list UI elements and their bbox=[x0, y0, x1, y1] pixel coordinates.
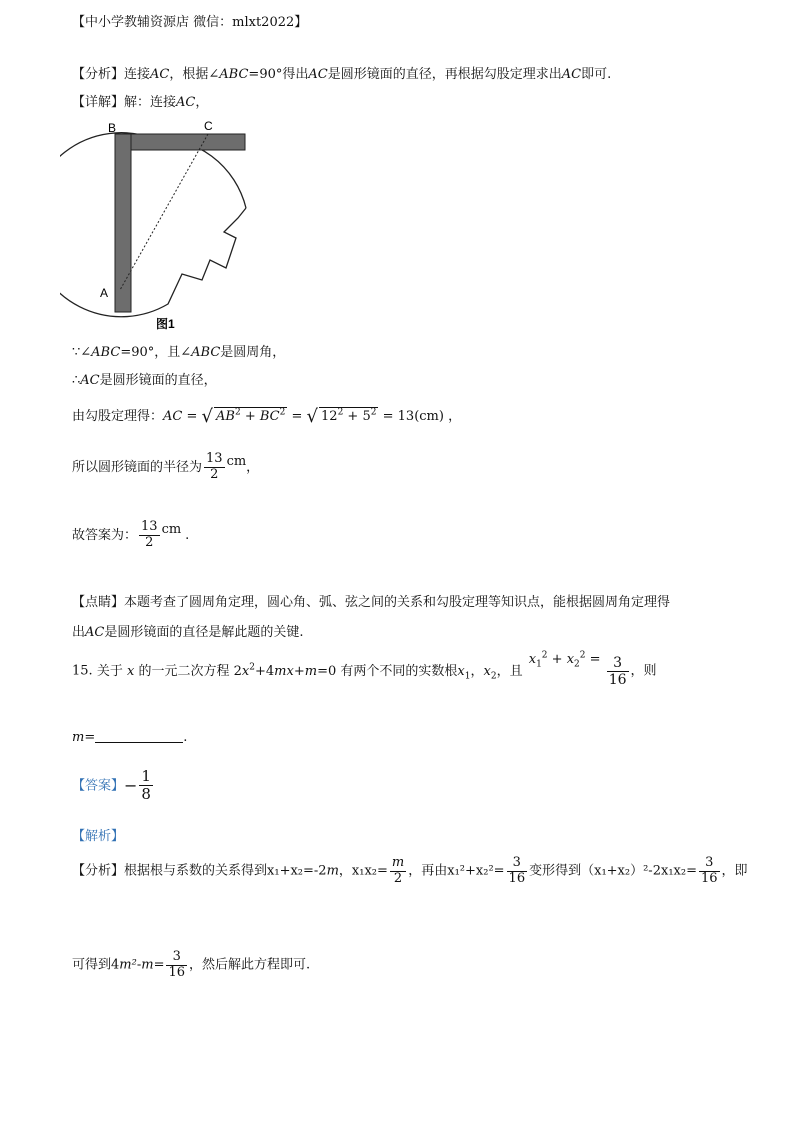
text: 由勾股定理得： bbox=[72, 409, 164, 424]
question-number: 15. bbox=[72, 663, 93, 679]
q14-pythagoras-line: 由勾股定理得：AC = √ $AB^2 + BC^2$ = √ $12^2 + 5^2 = 13(cm)$ ， bbox=[72, 406, 462, 427]
answer-tag: 【答案】 bbox=[72, 778, 125, 794]
answer-blank[interactable] bbox=[95, 730, 183, 743]
text: ， bbox=[470, 663, 484, 679]
unit: cm bbox=[226, 453, 247, 469]
q14-because-line bbox=[72, 346, 285, 359]
figure-caption: 图1 bbox=[156, 317, 175, 331]
num: 12 bbox=[321, 409, 338, 424]
exp: 2 bbox=[579, 650, 586, 661]
text: 故答案为： bbox=[72, 527, 138, 543]
exp: 2 bbox=[541, 650, 548, 661]
num: 2 bbox=[233, 663, 242, 679]
sub: 1 bbox=[536, 659, 542, 670]
op: = bbox=[153, 957, 165, 973]
op: − bbox=[124, 775, 138, 795]
text: =90°，且∠ bbox=[120, 345, 192, 360]
math: x₁²+x₂²= bbox=[447, 863, 505, 879]
frac-den: 8 bbox=[141, 785, 151, 804]
op: - bbox=[136, 957, 142, 973]
fraction-3-16 bbox=[699, 856, 720, 887]
frac-num: 3 bbox=[705, 855, 714, 870]
text: 关于 bbox=[96, 663, 123, 679]
text: 可得到4 bbox=[72, 957, 120, 973]
math-abc: ABC bbox=[191, 345, 221, 360]
q14-comment-line-2 bbox=[72, 626, 304, 639]
math: x₁+x₂=-2 bbox=[267, 863, 327, 879]
text: 是圆形镜面的直径， bbox=[99, 373, 217, 388]
op: = bbox=[84, 730, 96, 745]
sqrt-sign: √ bbox=[201, 406, 214, 427]
explanation-tag: 【解析】 bbox=[72, 829, 125, 844]
text: =90°得出 bbox=[248, 67, 309, 82]
math-ac: AC bbox=[80, 373, 100, 388]
text: 变形得到（ bbox=[529, 863, 595, 879]
fraction-3-16 bbox=[166, 950, 187, 981]
frac-den: 16 bbox=[700, 870, 718, 886]
text: . bbox=[183, 730, 188, 745]
frac-num: 3 bbox=[613, 654, 623, 671]
text: 所以圆形镜面的半径为 bbox=[72, 459, 203, 475]
exp: 2 bbox=[249, 662, 255, 673]
comment-tag: 【点睛】 bbox=[72, 595, 125, 610]
text: 是圆形镜面的直径是解此题的关键. bbox=[104, 625, 304, 640]
sqrt-sign: √ bbox=[306, 406, 319, 427]
q14-therefore-line bbox=[72, 374, 217, 387]
result: 13(cm) bbox=[397, 409, 444, 424]
mirror-outline bbox=[60, 133, 246, 317]
math-x: x bbox=[241, 663, 250, 679]
op: + bbox=[547, 652, 567, 667]
frac-den: 16 bbox=[608, 672, 627, 688]
math-m2: m² bbox=[119, 957, 137, 973]
page-header-source: 【中小学教辅资源店 微信：mlxt2022】 bbox=[72, 15, 308, 30]
q14-detail-line bbox=[72, 96, 208, 109]
frac-den: 2 bbox=[139, 535, 160, 551]
sqrt-ab-bc: $AB^2 + BC^2$ bbox=[214, 407, 287, 426]
exp: 2 bbox=[234, 407, 241, 418]
label-b: B bbox=[108, 121, 117, 135]
op: + bbox=[293, 663, 305, 679]
text: 是圆周角， bbox=[220, 345, 286, 360]
math-abc: ABC bbox=[219, 67, 249, 82]
frac-num: 13 bbox=[141, 519, 158, 534]
q15-analysis-line bbox=[72, 856, 748, 887]
math-ac: AC bbox=[150, 67, 170, 82]
question-text bbox=[96, 662, 523, 682]
label-a: A bbox=[100, 286, 109, 300]
diameter-ac bbox=[120, 134, 208, 290]
math-ac: AC bbox=[85, 625, 105, 640]
q15-question-line bbox=[72, 652, 657, 688]
text: ）²-2 bbox=[630, 863, 661, 879]
text: 即可. bbox=[581, 67, 612, 82]
frac-num: 13 bbox=[206, 451, 223, 466]
text: ， bbox=[195, 95, 209, 110]
label-c: C bbox=[204, 119, 213, 133]
figure-circle-mirror bbox=[60, 112, 260, 342]
math-m: m bbox=[141, 957, 154, 973]
fraction-m-2 bbox=[390, 856, 406, 887]
text: ，根据∠ bbox=[169, 67, 220, 82]
math-x: x bbox=[566, 652, 575, 667]
sub: 1 bbox=[464, 671, 471, 682]
sub: 2 bbox=[490, 671, 497, 682]
text: ， bbox=[338, 863, 352, 879]
fraction-3-16 bbox=[507, 856, 528, 887]
math-ac: AC bbox=[561, 67, 582, 82]
fraction-13-2 bbox=[139, 520, 160, 551]
text: ，即 bbox=[721, 863, 748, 879]
math-x: x bbox=[457, 663, 465, 679]
math-m: m bbox=[72, 730, 85, 745]
q14-radius-line bbox=[72, 452, 259, 483]
fraction-1-8 bbox=[139, 768, 153, 804]
text: 根据根与系数的关系得到 bbox=[124, 863, 268, 879]
math-m: m bbox=[304, 663, 318, 679]
text: ，然后解此方程即可. bbox=[189, 957, 311, 973]
math: x₁x₂ bbox=[660, 863, 687, 879]
frac-den: 2 bbox=[204, 467, 225, 483]
exp: 2 bbox=[370, 407, 377, 418]
analysis-tag: 【分析】 bbox=[72, 67, 125, 82]
math-mx: mx bbox=[274, 663, 294, 679]
frac-den: 16 bbox=[508, 870, 526, 886]
math-x: x bbox=[483, 663, 491, 679]
math-ab: AB bbox=[216, 409, 235, 424]
condition-lhs bbox=[528, 650, 605, 670]
exp: 2 bbox=[279, 407, 286, 418]
text: 是圆形镜面的直径，再根据勾股定理求出 bbox=[327, 67, 562, 82]
sqrt-numbers: $12^2 + 5^2$ bbox=[319, 407, 378, 426]
q14-answer-line bbox=[72, 520, 189, 551]
text: . bbox=[185, 527, 190, 543]
math-x: x bbox=[528, 652, 537, 667]
math-abc: ABC bbox=[91, 345, 121, 360]
text: ， bbox=[448, 409, 462, 424]
math: x₁+x₂ bbox=[594, 863, 631, 879]
square-ruler-horizontal bbox=[115, 134, 245, 150]
q15-derived-line bbox=[72, 950, 310, 981]
math-bc: BC bbox=[259, 409, 280, 424]
math-x: x bbox=[126, 663, 135, 679]
frac-num: 3 bbox=[172, 949, 181, 964]
math-ac: AC bbox=[176, 95, 196, 110]
q14-comment-line-1 bbox=[72, 596, 670, 609]
sub: 2 bbox=[574, 659, 580, 670]
text: ， bbox=[246, 459, 260, 475]
math-ac: AC bbox=[308, 67, 328, 82]
text: ∴ bbox=[72, 373, 81, 388]
text: ，且 bbox=[496, 663, 523, 679]
analysis-tag: 【分析】 bbox=[72, 863, 125, 879]
q15-blank-line bbox=[72, 730, 187, 744]
text: 连接 bbox=[124, 67, 151, 82]
detail-tag: 【详解】 bbox=[72, 95, 125, 110]
num: =0 bbox=[317, 663, 337, 679]
num: 5 bbox=[362, 409, 371, 424]
exp: 2 bbox=[337, 407, 344, 418]
frac-num: m bbox=[391, 855, 405, 870]
frac-den: 2 bbox=[390, 871, 406, 887]
op: = bbox=[686, 863, 697, 879]
math-ac: AC bbox=[163, 409, 183, 424]
fraction-3-16 bbox=[607, 655, 629, 688]
unit: cm bbox=[161, 521, 182, 537]
q14-analysis-line bbox=[72, 68, 611, 81]
text: ，则 bbox=[630, 663, 657, 679]
frac-num: 1 bbox=[141, 767, 151, 785]
op: = bbox=[585, 652, 605, 667]
q15-answer-line bbox=[72, 768, 155, 804]
frac-den: 16 bbox=[168, 964, 186, 980]
frac-num: 3 bbox=[512, 855, 521, 870]
text: 本题考查了圆周角定理，圆心角、弧、弦之间的关系和勾股定理等知识点，能根据圆周角定理得 bbox=[124, 595, 671, 610]
math-m: m bbox=[326, 863, 339, 879]
fraction-13-2 bbox=[204, 452, 225, 483]
text: 的一元二次方程 bbox=[138, 663, 230, 679]
math: x₁x₂= bbox=[351, 863, 388, 879]
text: 出 bbox=[72, 625, 86, 640]
text: 有两个不同的实数根 bbox=[340, 663, 458, 679]
text: 解：连接 bbox=[124, 95, 177, 110]
text: ∵∠ bbox=[72, 345, 92, 360]
text: ，再由 bbox=[408, 863, 448, 879]
num: +4 bbox=[254, 663, 275, 679]
